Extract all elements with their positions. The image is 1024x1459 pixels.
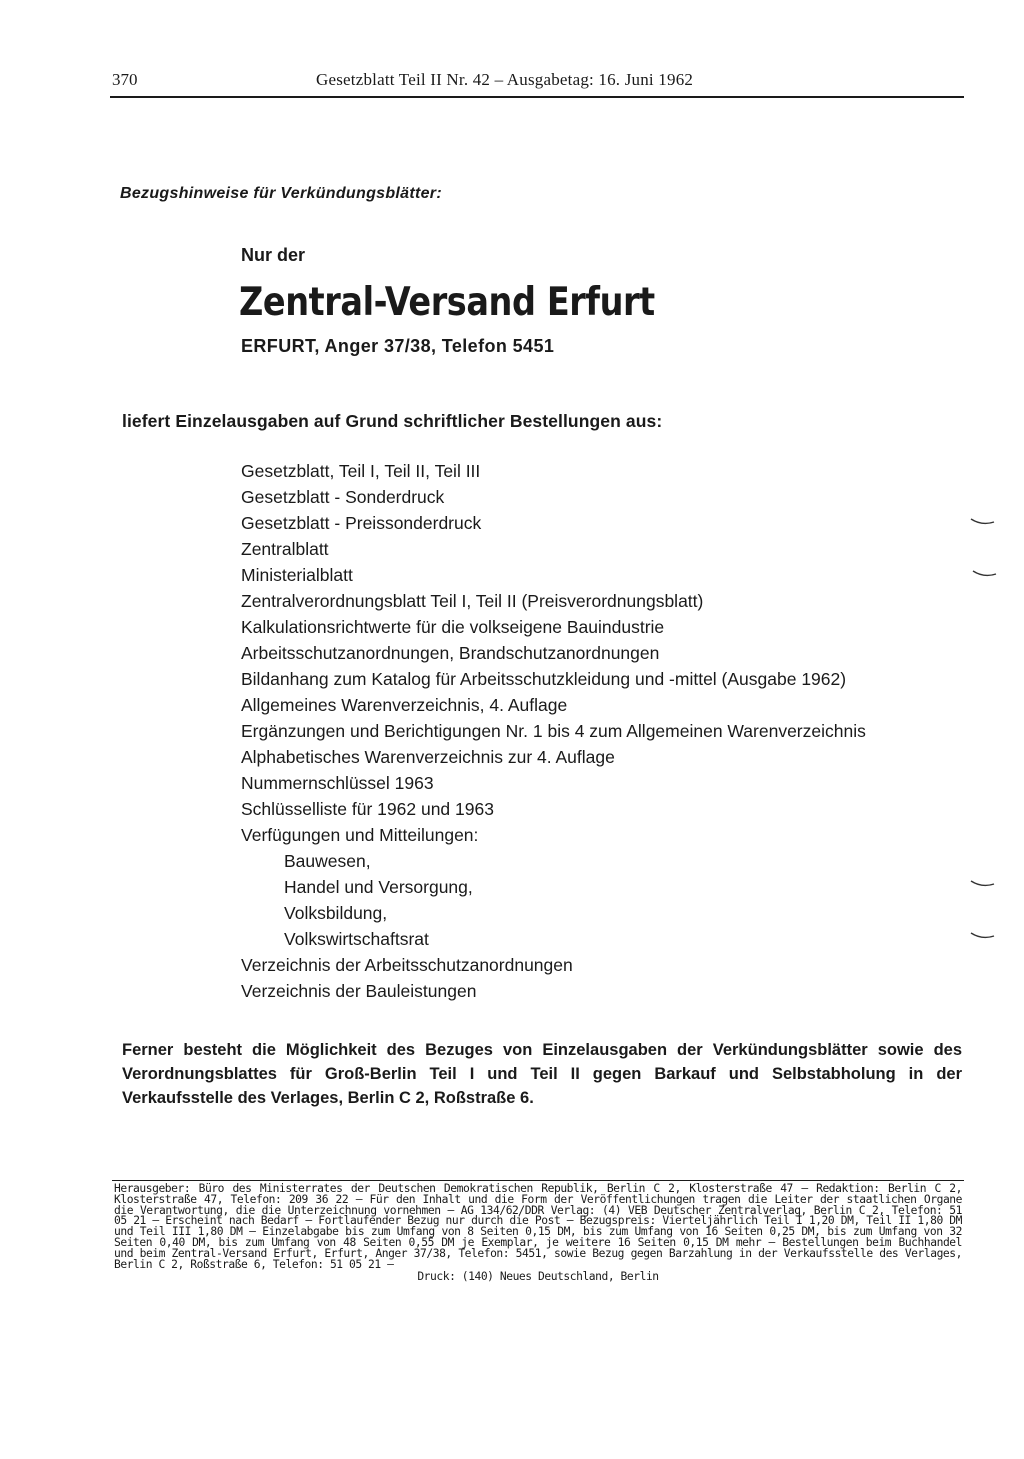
list-item: Kalkulationsrichtwerte für die volkseigene Bauindustrie [241, 617, 665, 637]
sub-list-item: Bauwesen, [284, 851, 371, 871]
subscription-note: Bezugshinweise für Verkündungsblätter: [120, 185, 442, 202]
margin-mark [970, 517, 996, 527]
list-item: Ministerialblatt [241, 565, 353, 585]
distributor-address: ERFURT, Anger 37/38, Telefon 5451 [241, 336, 555, 356]
list-item: Nummernschlüssel 1963 [241, 773, 434, 793]
list-item: Zentralblatt [241, 539, 329, 559]
list-item: Verzeichnis der Bauleistungen [241, 981, 477, 1001]
footer-rule [112, 1180, 964, 1181]
sub-list-item: Volksbildung, [284, 903, 388, 923]
sub-list-item: Volkswirtschaftsrat [284, 929, 429, 949]
list-item: Allgemeines Warenverzeichnis, 4. Auflage [241, 695, 568, 715]
delivers-intro: liefert Einzelausgaben auf Grund schriftlicher Bestellungen aus: [122, 411, 663, 431]
list-item: Gesetzblatt, Teil I, Teil II, Teil III [241, 461, 481, 481]
imprint: Herausgeber: Büro des Ministerrates der Deutschen Demokratischen Republik, Berlin C 2, Klosterstraße 47 – Redaktion: Berlin C 2, Klosterstraße 47, Telefon: 209 36 22 – Für den Inhalt und die Form der Veröffentlichungen tragen die Leiter der staatlichen Organe die Verantwortung, die die Unterzeichnung vornehmen – AG 134/62/DDR Verlag: (4) VEB Deutscher Zentralverlag, Berlin C 2, Telefon: 51 05 21 – Erscheint nach Bedarf – Fortlaufender Bezug nur durch die Post – Bezugspreis: Vierteljährlich Teil I 1,20 DM, Teil II 1,80 DM und Teil III 1,80 DM – Einzelabgabe bis zum Umfang von 8 Seiten 0,15 DM, bis zum Umfang von 16 Seiten 0,25 DM, bis zum Umfang von 32 Seiten 0,40 DM, bis zum Umfang von 48 Seiten 0,55 DM je Exemplar, je weitere 16 Seiten 0,15 DM mehr – Bestellungen beim Buchhandel und beim Zentral-Versand Erfurt, Erfurt, Anger 37/38, Telefon: 5451, sowie Bezug gegen Barzahlung in der Verkaufsstelle des Verlages, Berlin C 2, Roßstraße 6, Telefon: 51 05 21 – [114, 1182, 962, 1271]
page-number: 370 [112, 70, 138, 89]
list-item: Zentralverordnungsblatt Teil I, Teil II (Preisverordnungsblatt) [241, 591, 704, 611]
distributor-intro: Nur der [241, 245, 306, 265]
list-item: Gesetzblatt - Sonderdruck [241, 487, 445, 507]
closing-paragraph: Ferner besteht die Möglichkeit des Bezuges von Einzelausgaben der Verkündungsblätter sowie des Verordnungsblattes für Groß-Berlin Teil I und Teil II gegen Barkauf und Selbstabholung in der Verkaufsstelle des Verlages, Berlin C 2, Roßstraße 6. [122, 1041, 962, 1107]
sub-list-item: Handel und Versorgung, [284, 877, 473, 897]
running-header: Gesetzblatt Teil II Nr. 42 – Ausgabetag: 16. Juni 1962 [316, 70, 694, 89]
list-item: Verzeichnis der Arbeitsschutzanordnungen [241, 955, 573, 975]
list-item: Schlüsselliste für 1962 und 1963 [241, 799, 494, 819]
margin-mark [970, 931, 996, 941]
list-item: Ergänzungen und Berichtigungen Nr. 1 bis 4 zum Allgemeinen Warenverzeichnis [241, 721, 866, 741]
margin-mark [972, 569, 998, 579]
print-line: Druck: (140) Neues Deutschland, Berlin [417, 1270, 659, 1283]
list-item: Gesetzblatt - Preissonderdruck [241, 513, 482, 533]
list-item: Alphabetisches Warenverzeichnis zur 4. Auflage [241, 747, 615, 767]
list-item: Verfügungen und Mitteilungen: [241, 825, 479, 845]
header-rule [110, 96, 964, 98]
margin-mark [970, 879, 996, 889]
list-item: Arbeitsschutzanordnungen, Brandschutzanordnungen [241, 643, 660, 663]
list-item: Bildanhang zum Katalog für Arbeitsschutzkleidung und -mittel (Ausgabe 1962) [241, 669, 847, 689]
distributor-name: Zentral-Versand Erfurt [239, 280, 655, 325]
publication-list [241, 458, 866, 1004]
